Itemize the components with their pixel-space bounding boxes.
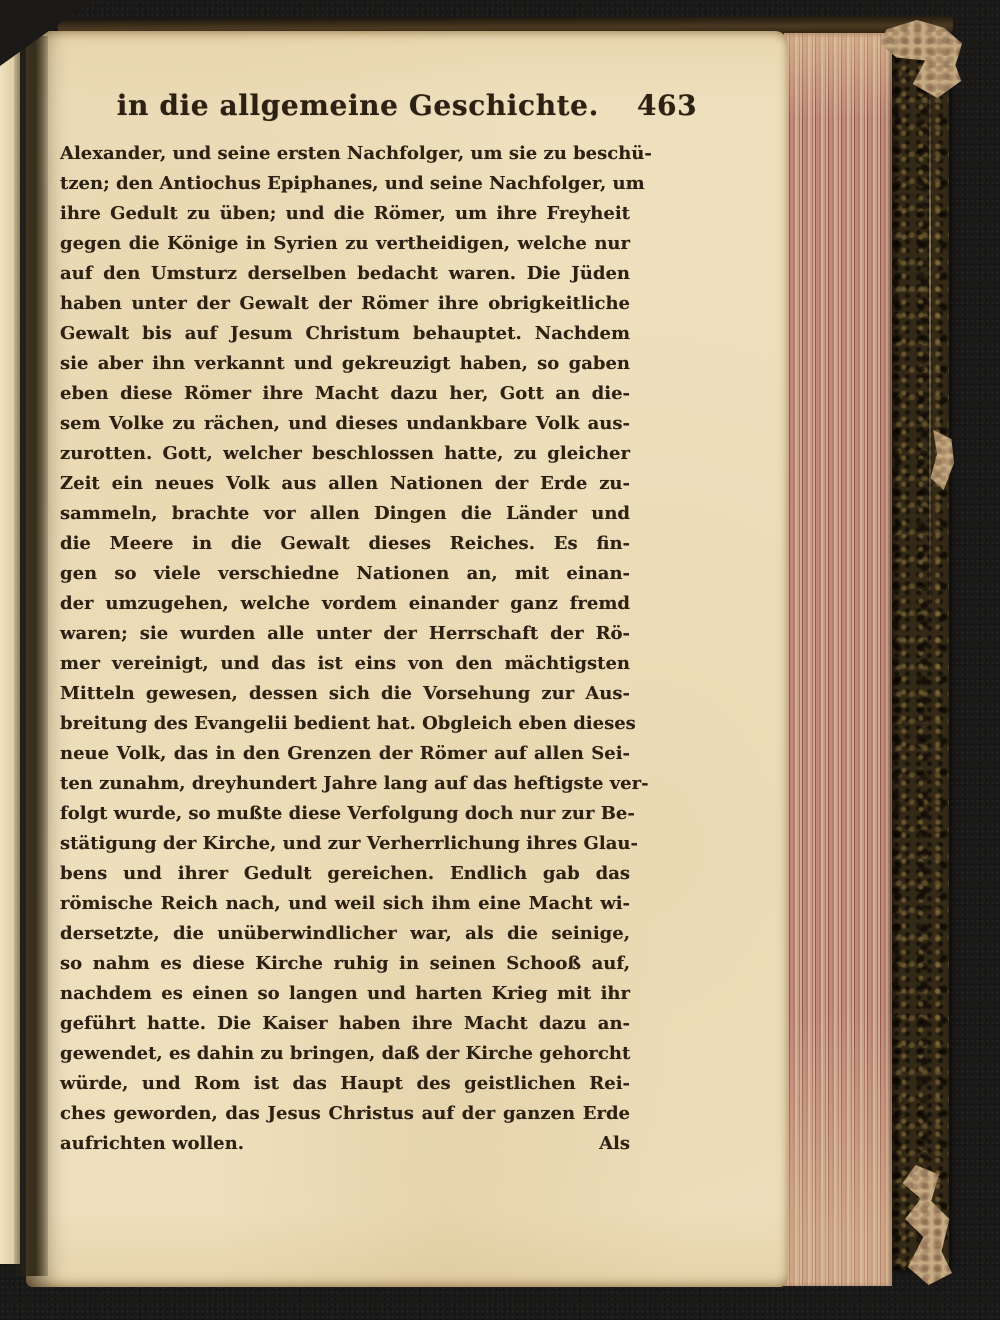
text-line: die Meere in die Gewalt dieses Reiches. Es fin- [60,533,630,554]
text-line: dersetzte, die unüberwindlicher war, als die seinige, [60,923,630,944]
text-line: Zeit ein neues Volk aus allen Nationen der Erde zu- [60,473,630,494]
text-line: gen so viele verschiedne Nationen an, mit einan- [60,563,630,584]
text-line: eben diese Römer ihre Macht dazu her, Gott an die- [60,383,630,404]
page-fore-edge [784,33,892,1286]
text-line: neue Volk, das in den Grenzen der Römer auf allen Sei- [60,743,630,764]
text-line: Alexander, und seine ersten Nachfolger, um sie zu beschü- [60,143,652,164]
text-line: sie aber ihn verkannt und gekreuzigt haben, so gaben [60,353,630,374]
running-title: in die allgemeine Geschichte. [116,89,599,122]
text-line: römische Reich nach, und weil sich ihm eine Macht wi- [60,893,630,914]
text-line: stätigung der Kirche, und zur Verherrlichung ihres Glau- [60,833,638,854]
catchword: Als [599,1133,630,1154]
text-line: gegen die Könige in Syrien zu vertheidigen, welche nur [60,233,630,254]
text-line: folgt wurde, so mußte diese Verfolgung doch nur zur Be- [60,803,635,824]
text-line: haben unter der Gewalt der Römer ihre obrigkeitliche [60,293,630,314]
page-header [56,89,758,122]
text-line: breitung des Evangelii bedient hat. Obgleich eben dieses [60,713,636,734]
body-text [60,139,652,1159]
book-page [26,31,788,1287]
last-line-text: aufrichten wollen. [60,1133,244,1154]
text-line: sem Volke zu rächen, und dieses undankbare Volk aus- [60,413,630,434]
page-number: 463 [636,89,698,122]
text-line: würde, und Rom ist das Haupt des geistlichen Rei- [60,1073,630,1094]
text-line: waren; sie wurden alle unter der Herrschaft der Rö- [60,623,630,644]
text-line: Mitteln gewesen, dessen sich die Vorsehung zur Aus- [60,683,630,704]
text-line: auf den Umsturz derselben bedacht waren. Die Jüden [60,263,630,284]
book-cover-edge [891,22,949,1270]
text-line: Gewalt bis auf Jesum Christum behauptet. Nachdem [60,323,630,344]
text-line: geführt hatte. Die Kaiser haben ihre Macht dazu an- [60,1013,630,1034]
catchword-line [60,1129,630,1159]
text-line: mer vereinigt, und das ist eins von den mächtigsten [60,653,630,674]
text-line: nachdem es einen so langen und harten Krieg mit ihr [60,983,630,1004]
text-line: sammeln, brachte vor allen Dingen die Länder und [60,503,630,524]
gutter-shadow [14,36,48,1276]
text-line: ten zunahm, dreyhundert Jahre lang auf das heftigste ver- [60,773,649,794]
text-line: gewendet, es dahin zu bringen, daß der Kirche gehorcht [60,1043,631,1064]
text-line: ches geworden, das Jesus Christus auf der ganzen Erde [60,1103,630,1124]
text-line: tzen; den Antiochus Epiphanes, und seine Nachfolger, um [60,173,645,194]
text-line: so nahm es diese Kirche ruhig in seinen Schooß auf, [60,953,630,974]
text-line: der umzugehen, welche vordem einander ganz fremd [60,593,630,614]
text-line: zurotten. Gott, welcher beschlossen hatte, zu gleicher [60,443,630,464]
text-line: bens und ihrer Gedult gereichen. Endlich gab das [60,863,630,884]
text-line: ihre Gedult zu üben; und die Römer, um ihre Freyheit [60,203,630,224]
